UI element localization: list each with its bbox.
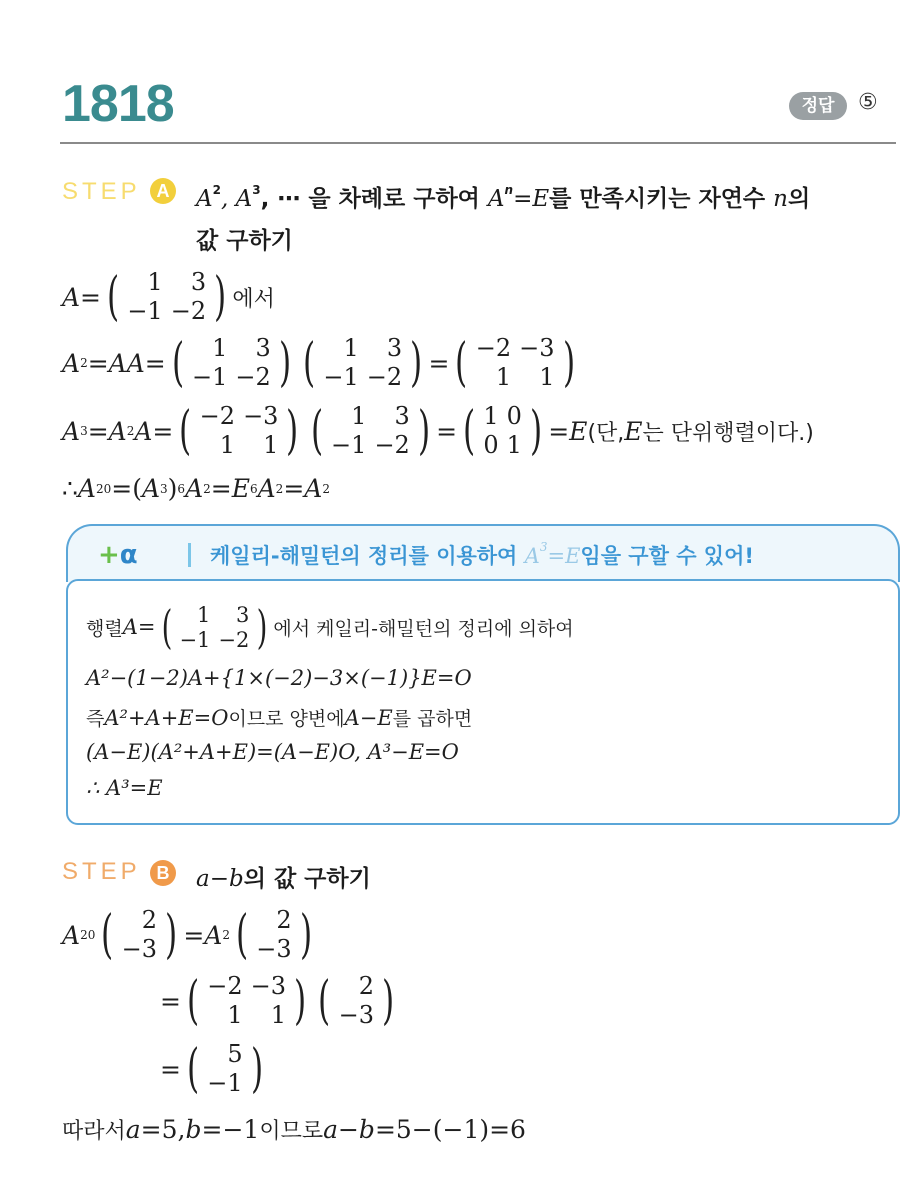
tip-line-5: ∴ A³=E <box>86 776 163 800</box>
step-b-badge: B <box>150 860 176 886</box>
step-a-label: STEP <box>62 178 141 205</box>
matrix-a: ( 1 3 −1 −2 ) <box>107 267 227 327</box>
answer-badge: 정답 <box>789 92 847 120</box>
step-a-badge: A <box>150 178 176 204</box>
step-b-row-2: = ( −2 −3 1 1 ) ( 2 −3 ) <box>160 971 395 1031</box>
a-cubed-line: A 3 = A 2 A = ( −2 −3 1 1 ) ( 1 3 −1 −2 ) = ( 1 0 0 1 ) =E (단, E 는 단위행렬이다.) <box>62 401 814 461</box>
step-a-title-line1: $A^2$, $A^3$, ⋯ 을 차례로 구하여 $A^n=E$를 만족시키는 자연수 n의 <box>196 183 811 212</box>
tip-line-2: A²−(1−2)A+{1×(−2)−3×(−1)}E=O <box>86 666 472 690</box>
step-b-row-3: = ( 5 −1 ) <box>160 1039 263 1099</box>
tip-title: 케일리-해밀턴의 정리를 이용하여 $A^3=E$임을 구할 수 있어! <box>210 540 754 568</box>
answer-value: ⑤ <box>858 90 878 115</box>
tip-line-4: (A−E)(A²+A+E)=(A−E)O, A³−E=O <box>86 740 459 764</box>
step-b-label: STEP <box>62 858 141 885</box>
tip-line-1: 행렬 A = ( 1 3 −1 −2 ) 에서 케일리-해밀턴의 정리에 의하여 <box>86 600 574 654</box>
a-20-line: ∴ A 20 =( A 3 ) 6 A 2 = E 6 A 2 = A 2 <box>62 474 330 503</box>
tip-divider <box>188 543 191 567</box>
step-a-title-line2: 값 구하기 <box>196 228 293 254</box>
step-b-title: a−b의 값 구하기 <box>196 866 371 892</box>
a-squared-line: A 2 =AA= ( 1 3 −1 −2 ) ( 1 3 −1 −2 ) = ( −2 −3 1 1 ) <box>62 333 575 393</box>
step-b-row-1: A 20 ( 2 −3 ) = A 2 ( 2 −3 ) <box>62 905 312 965</box>
final-conclusion: 따라서 a =5, b =−1 이므로 a−b =5−(−1)=6 <box>62 1115 526 1144</box>
matrix-a-definition: A= ( 1 3 −1 −2 ) 에서 <box>62 267 275 327</box>
plus-alpha-icon: +α <box>98 540 138 570</box>
header-divider <box>60 142 896 144</box>
tip-line-3: 즉 A²+A+E=O 이므로 양변에 A−E 를 곱하면 <box>86 705 473 730</box>
problem-number: 1818 <box>62 75 174 133</box>
